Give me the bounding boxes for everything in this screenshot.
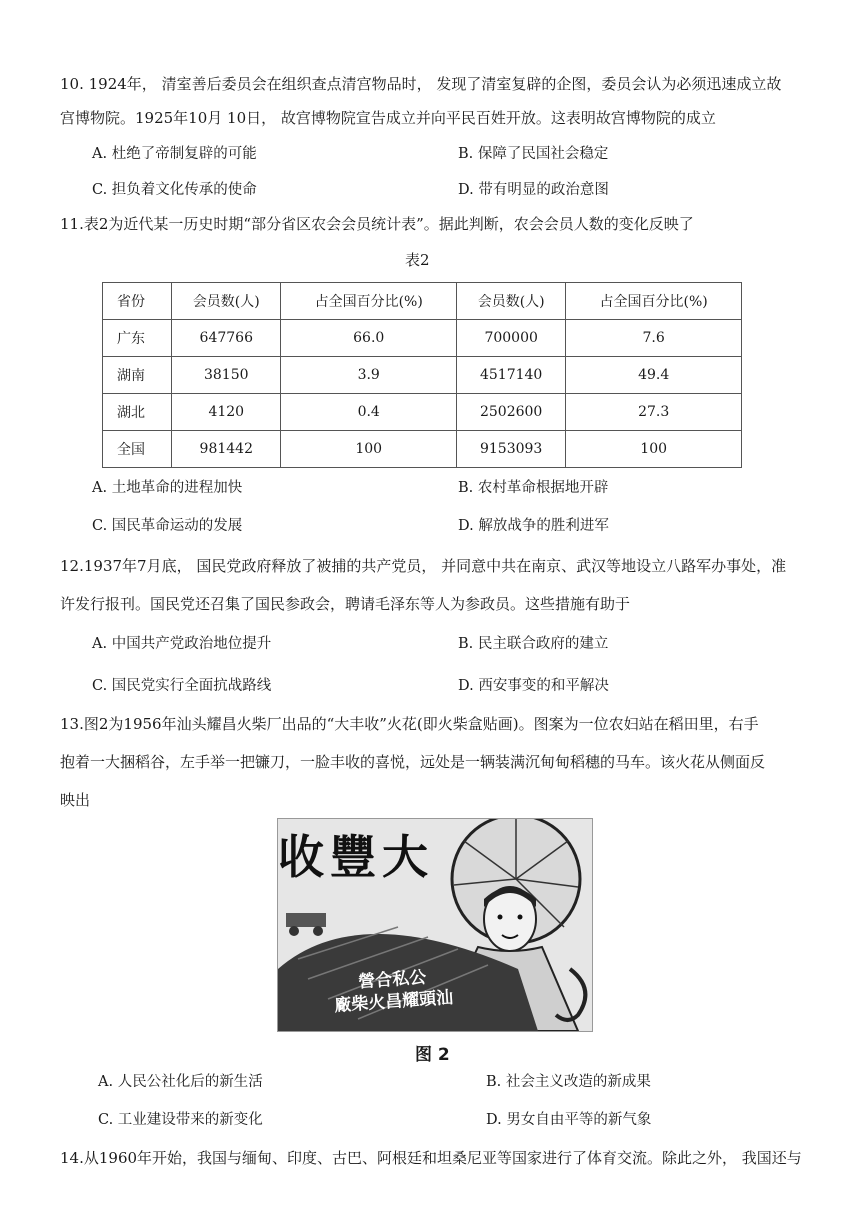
table-row bbox=[103, 394, 742, 431]
table-cell: 7.6 bbox=[566, 320, 742, 357]
table-row bbox=[103, 431, 742, 468]
table-caption: 表2 bbox=[405, 251, 430, 269]
table-cell: 4517140 bbox=[457, 357, 566, 394]
q13-stem-line1: 13.图2为1956年汕头耀昌火柴厂出品的“大丰收”火花(即火柴盒贴画)。图案为一位农妇站在稻田里，右手 bbox=[60, 715, 759, 733]
table-cell: 全国 bbox=[103, 431, 172, 468]
table-cell: 9153093 bbox=[457, 431, 566, 468]
table-cell: 49.4 bbox=[566, 357, 742, 394]
table-row bbox=[103, 357, 742, 394]
q14-stem-line1: 14.从1960年开始，我国与缅甸、印度、古巴、阿根廷和坦桑尼亚等国家进行了体育交流。除此之外， 我国还与 bbox=[60, 1149, 802, 1167]
q11-option-a[interactable]: A. 土地革命的进程加快 bbox=[92, 480, 243, 496]
table-header-row bbox=[103, 283, 742, 320]
membership-table bbox=[102, 282, 742, 468]
table-cell: 66.0 bbox=[281, 320, 457, 357]
table-cell: 100 bbox=[281, 431, 457, 468]
table-cell: 广东 bbox=[103, 320, 172, 357]
q13-option-b[interactable]: B. 社会主义改造的新成果 bbox=[486, 1074, 651, 1090]
table-cell: 3.9 bbox=[281, 357, 457, 394]
table-header-cell: 会员数(人) bbox=[172, 283, 281, 320]
table-cell: 27.3 bbox=[566, 394, 742, 431]
matchbox-label-image bbox=[277, 818, 593, 1032]
q12-stem-line1: 12.1937年7月底， 国民党政府释放了被捕的共产党员， 并同意中共在南京、武汉等地设立八路军办事处，准 bbox=[60, 557, 787, 575]
q12-stem-line2: 许发行报刊。国民党还召集了国民参政会，聘请毛泽东等人为参政员。这些措施有助于 bbox=[60, 595, 631, 613]
table-cell: 4120 bbox=[172, 394, 281, 431]
q12-option-a[interactable]: A. 中国共产党政治地位提升 bbox=[92, 636, 272, 652]
q10-stem-line2: 宫博物院。1925年10月 10日， 故宫博物院宣告成立并向平民百姓开放。这表明故宫博物院的成立 bbox=[60, 109, 716, 127]
table-header-cell: 占全国百分比(%) bbox=[281, 283, 457, 320]
q13-option-d[interactable]: D. 男女自由平等的新气象 bbox=[486, 1112, 652, 1128]
figure-caption: 图 2 bbox=[415, 1045, 450, 1065]
q10-option-d[interactable]: D. 带有明显的政治意图 bbox=[458, 182, 609, 198]
q13-stem-line3: 映出 bbox=[60, 791, 91, 809]
table-cell: 981442 bbox=[172, 431, 281, 468]
table-header-cell: 占全国百分比(%) bbox=[566, 283, 742, 320]
q13-option-a[interactable]: A. 人民公社化后的新生活 bbox=[98, 1074, 263, 1090]
matchbox-maker-line1: 營合私公 bbox=[357, 967, 427, 993]
table-cell: 100 bbox=[566, 431, 742, 468]
table-cell: 2502600 bbox=[457, 394, 566, 431]
q10-stem-line1: 10. 1924年， 清室善后委员会在组织查点清宫物品时， 发现了清室复辟的企图，委员会认为必须迅速成立故 bbox=[60, 75, 782, 93]
q11-stem-line1: 11.表2为近代某一历史时期“部分省区农会会员统计表”。据此判断，农会会员人数的变化反映了 bbox=[60, 215, 694, 233]
table-cell: 0.4 bbox=[281, 394, 457, 431]
table-cell: 湖北 bbox=[103, 394, 172, 431]
table-cell: 湖南 bbox=[103, 357, 172, 394]
q11-option-d[interactable]: D. 解放战争的胜利进军 bbox=[458, 518, 609, 534]
table-cell: 647766 bbox=[172, 320, 281, 357]
table-header-cell: 会员数(人) bbox=[457, 283, 566, 320]
table-cell: 38150 bbox=[172, 357, 281, 394]
table-header-cell: 省份 bbox=[103, 283, 172, 320]
matchbox-maker-line2: 廠柴火昌耀頭汕 bbox=[333, 987, 454, 1017]
q12-option-b[interactable]: B. 民主联合政府的建立 bbox=[458, 636, 609, 652]
q10-option-a[interactable]: A. 杜绝了帝制复辟的可能 bbox=[92, 146, 257, 162]
q12-option-c[interactable]: C. 国民党实行全面抗战路线 bbox=[92, 678, 272, 694]
q10-option-b[interactable]: B. 保障了民国社会稳定 bbox=[458, 146, 609, 162]
q11-option-b[interactable]: B. 农村革命根据地开辟 bbox=[458, 480, 609, 496]
q13-stem-line2: 抱着一大捆稻谷，左手举一把镰刀，一脸丰收的喜悦，远处是一辆装满沉甸甸稻穗的马车。该火花从侧面反 bbox=[60, 753, 766, 771]
matchbox-title: 收豐大 bbox=[278, 830, 434, 884]
q13-option-c[interactable]: C. 工业建设带来的新变化 bbox=[98, 1112, 263, 1128]
table-row bbox=[103, 320, 742, 357]
table-cell: 700000 bbox=[457, 320, 566, 357]
q12-option-d[interactable]: D. 西安事变的和平解决 bbox=[458, 678, 609, 694]
q10-option-c[interactable]: C. 担负着文化传承的使命 bbox=[92, 182, 257, 198]
q11-option-c[interactable]: C. 国民革命运动的发展 bbox=[92, 518, 243, 534]
